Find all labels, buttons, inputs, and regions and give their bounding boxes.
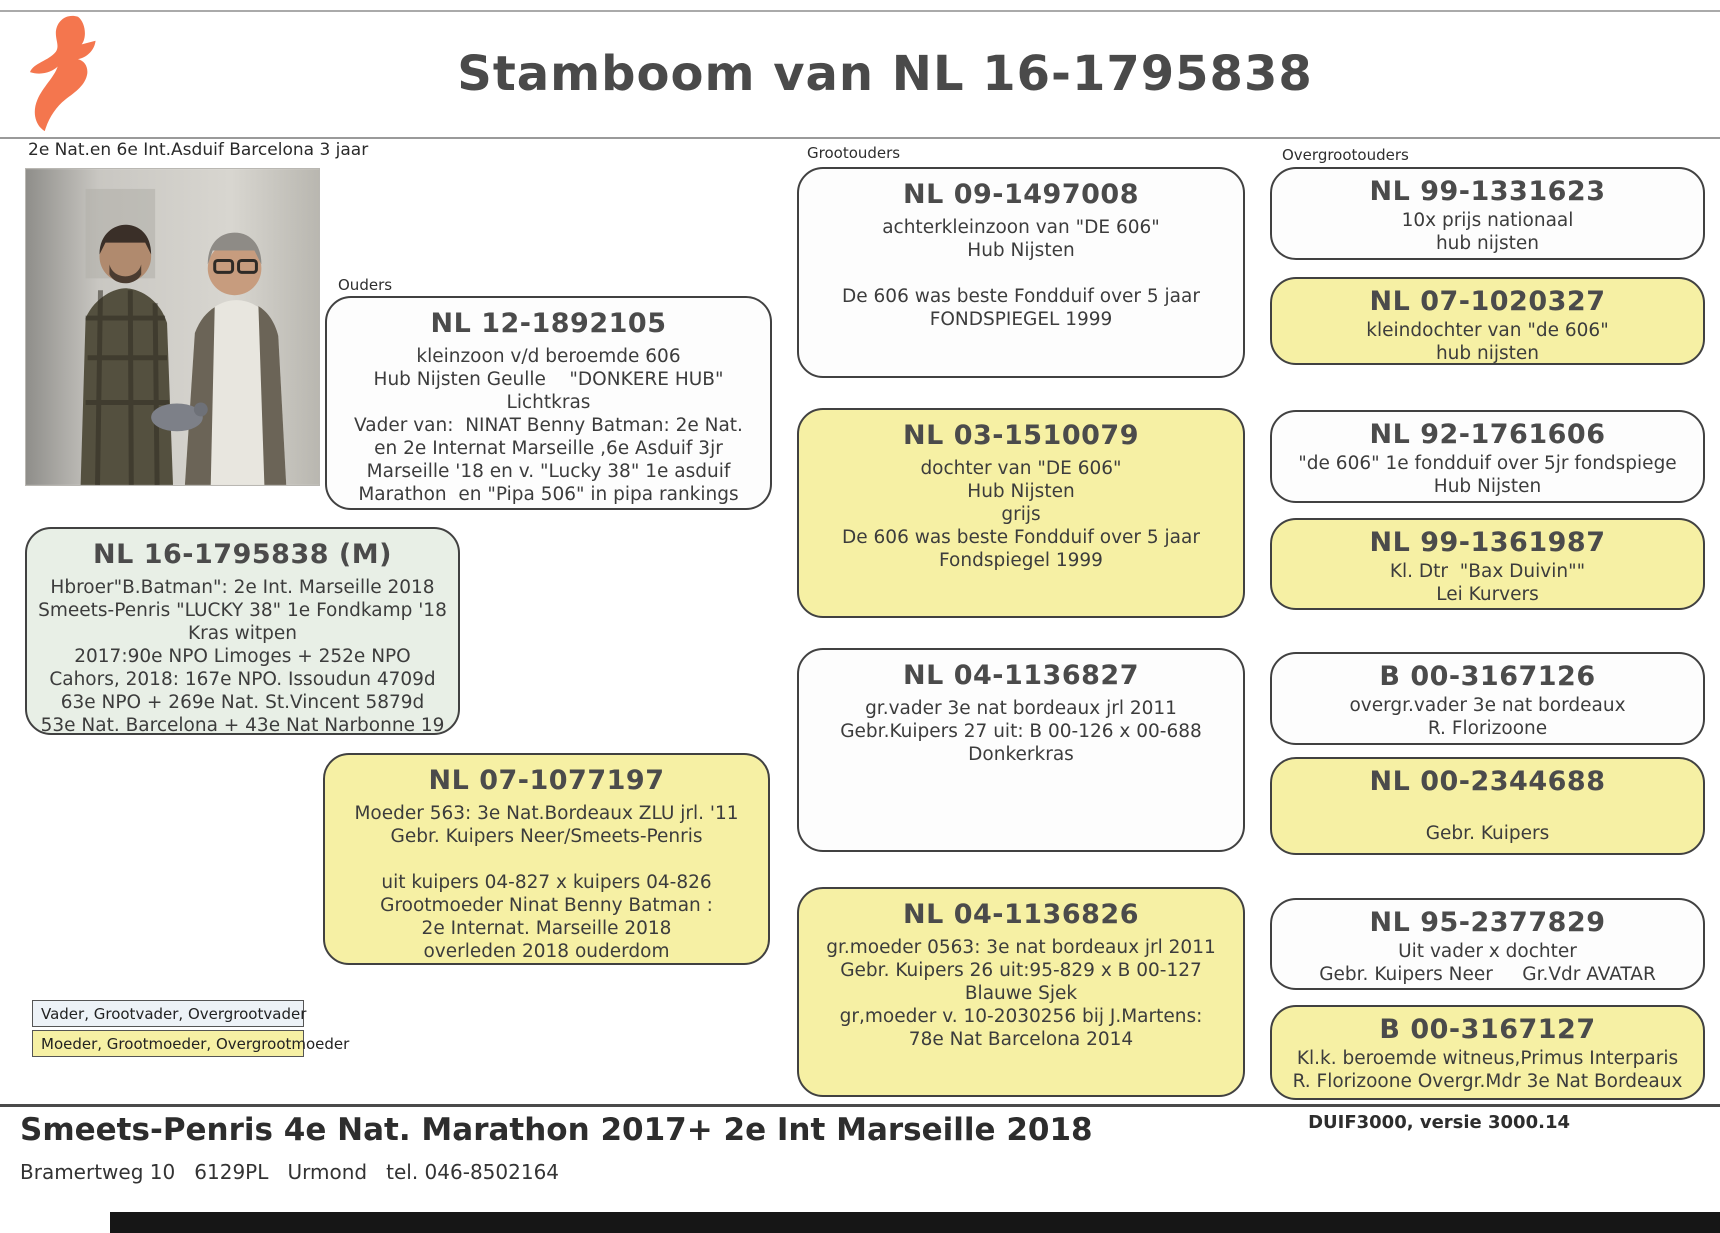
father-line: Marathon en "Pipa 506" in pipa rankings [358,484,739,505]
software-version: DUIF3000, versie 3000.14 [1308,1112,1570,1133]
great-grandparent-box-5 [1270,652,1705,745]
mother-line: Moeder 563: 3e Nat.Bordeaux ZLU jrl. '11 [354,803,739,824]
grandmother-maternal-box [797,887,1245,1097]
grandparent-line: Donkerkras [968,744,1074,765]
page-title: Stamboom van NL 16-1795838 [457,46,1313,102]
subject-line: Kras witpen [188,623,297,644]
great-grandparent-ring: NL 00-2344688 [1369,766,1606,797]
grandparent-line: Hub Nijsten [967,481,1075,502]
grandparent-line: gr.vader 3e nat bordeaux jrl 2011 [865,698,1177,719]
mother-line: 2e Internat. Marseille 2018 [421,918,672,939]
grandparent-line: Fondspiegel 1999 [939,550,1103,571]
father-line: Marseille '18 en v. "Lucky 38" 1e asduif [366,461,731,482]
mother-line [333,849,760,872]
top-divider [0,10,1720,12]
grandparent-ring: NL 03-1510079 [903,420,1139,451]
great-grandparent-ring: NL 07-1020327 [1369,286,1606,317]
father-line: en 2e Internat Marseille ,6e Asduif 3jr [374,438,723,459]
mother-ring: NL 07-1077197 [428,765,665,796]
label-parents: Ouders [338,276,393,294]
great-grandparent-ring: NL 99-1331623 [1369,176,1606,207]
grandparent-line: 78e Nat Barcelona 2014 [908,1029,1134,1050]
grandparent-line: gr,moeder v. 10-2030256 bij J.Martens: [839,1006,1203,1027]
legend-dam: Moeder, Grootmoeder, Overgrootmoeder [32,1030,304,1057]
great-grandparent-box-7 [1270,898,1705,990]
grandparent-line: Gebr. Kuipers 26 uit:95-829 x B 00-127 [840,960,1202,981]
great-grandparent-line: Kl.k. beroemde witneus,Primus Interparis [1296,1048,1679,1069]
great-grandparent-line: hub nijsten [1435,233,1540,254]
great-grandparent-line: Hub Nijsten [1433,476,1542,497]
grandparent-ring: NL 09-1497008 [903,179,1139,210]
mother-line: overleden 2018 ouderdom [423,941,670,962]
great-grandparent-line [1280,800,1695,823]
label-great-grandparents: Overgrootouders [1282,146,1409,164]
great-grandparent-ring: B 00-3167126 [1379,661,1596,692]
great-grandparent-box-2 [1270,277,1705,365]
grandparent-line: De 606 was beste Fondduif over 5 jaar [842,286,1200,307]
subject-line: Hbroer"B.Batman": 2e Int. Marseille 2018 [50,577,435,598]
father-line: kleinzoon v/d beroemde 606 [416,346,681,367]
great-grandparent-ring: B 00-3167127 [1379,1014,1596,1045]
great-grandparent-box-3 [1270,410,1705,503]
great-grandparent-line: R. Florizoone [1427,718,1548,739]
grandparent-line: gr.moeder 0563: 3e nat bordeaux jrl 2011 [826,937,1216,958]
mother-box [323,753,770,965]
fancier-photo [25,168,320,486]
father-line: Hub Nijsten Geulle "DONKERE HUB" [373,369,724,390]
mother-line: uit kuipers 04-827 x kuipers 04-826 [381,872,712,893]
great-grandparent-line: 10x prijs nationaal [1401,210,1574,231]
subject-line: 2017:90e NPO Limoges + 252e NPO [74,646,411,667]
grandparent-line [807,263,1235,286]
subject-line: 53e Nat. Barcelona + 43e Nat Narbonne 19 [40,715,445,735]
great-grandparent-line: overgr.vader 3e nat bordeaux [1349,695,1626,716]
great-grandparent-line: kleindochter van "de 606" [1366,320,1609,341]
footer-headline: Smeets-Penris 4e Nat. Marathon 2017+ 2e Int Marseille 2018 [20,1112,1093,1148]
subject-line: Cahors, 2018: 167e NPO. Issoudun 4709d [49,669,436,690]
grandparent-line: Hub Nijsten [967,240,1075,261]
subject-box [25,527,460,735]
great-grandparent-ring: NL 95-2377829 [1369,907,1606,938]
great-grandparent-line: "de 606" 1e fondduif over 5jr fondspiege [1298,453,1677,474]
great-grandparent-line: Gebr. Kuipers Neer Gr.Vdr AVATAR [1319,964,1656,985]
great-grandparent-ring: NL 92-1761606 [1369,419,1606,450]
great-grandparent-ring: NL 99-1361987 [1369,527,1606,558]
legend-sire: Vader, Grootvader, Overgrootvader [32,1000,304,1027]
great-grandparent-box-4 [1270,518,1705,610]
grandparent-line: De 606 was beste Fondduif over 5 jaar [842,527,1200,548]
subject-line: Smeets-Penris "LUCKY 38" 1e Fondkamp '18 [38,600,447,621]
grandparent-ring: NL 04-1136826 [903,899,1139,930]
father-box [325,296,772,510]
great-grandparent-line: Kl. Dtr "Bax Duivin"" [1389,561,1586,582]
great-grandparent-box-6 [1270,757,1705,855]
grandparent-line: achterkleinzoon van "DE 606" [882,217,1160,238]
father-ring: NL 12-1892105 [430,308,667,339]
great-grandparent-line: Gebr. Kuipers [1425,823,1550,844]
scan-edge-strip [110,1212,1720,1233]
subject-ring: NL 16-1795838 (M) [93,539,392,570]
great-grandparent-line: hub nijsten [1435,343,1540,364]
grandparent-line: Gebr.Kuipers 27 uit: B 00-126 x 00-688 [840,721,1202,742]
great-grandparent-line: Uit vader x dochter [1398,941,1577,962]
great-grandparent-box-1 [1270,167,1705,260]
grandparent-ring: NL 04-1136827 [903,660,1139,691]
grandparent-line: grijs [1001,504,1041,525]
label-grandparents: Grootouders [807,144,901,162]
grandfather-paternal-box [797,167,1245,378]
header-divider [0,137,1720,139]
grandfather-maternal-box [797,648,1245,852]
grandparent-line: FONDSPIEGEL 1999 [929,309,1113,330]
footer-address: Bramertweg 10 6129PL Urmond tel. 046-8502164 [20,1160,560,1184]
mother-line: Gebr. Kuipers Neer/Smeets-Penris [390,826,703,847]
great-grandparent-box-8 [1270,1005,1705,1100]
grandparent-line: Blauwe Sjek [964,983,1078,1004]
mother-line: Grootmoeder Ninat Benny Batman : [380,895,713,916]
grandparent-line: dochter van "DE 606" [920,458,1122,479]
father-line: Vader van: NINAT Benny Batman: 2e Nat. [354,415,743,436]
great-grandparent-line: R. Florizoone Overgr.Mdr 3e Nat Bordeaux [1292,1071,1683,1092]
father-line: Lichtkras [506,392,591,413]
dove-logo-icon [20,13,112,133]
subject-line: 63e NPO + 269e Nat. St.Vincent 5879d [60,692,425,713]
photo-caption: 2e Nat.en 6e Int.Asduif Barcelona 3 jaar [28,140,369,160]
footer-divider [0,1104,1720,1107]
grandmother-paternal-box [797,408,1245,618]
great-grandparent-line: Lei Kurvers [1436,584,1539,605]
